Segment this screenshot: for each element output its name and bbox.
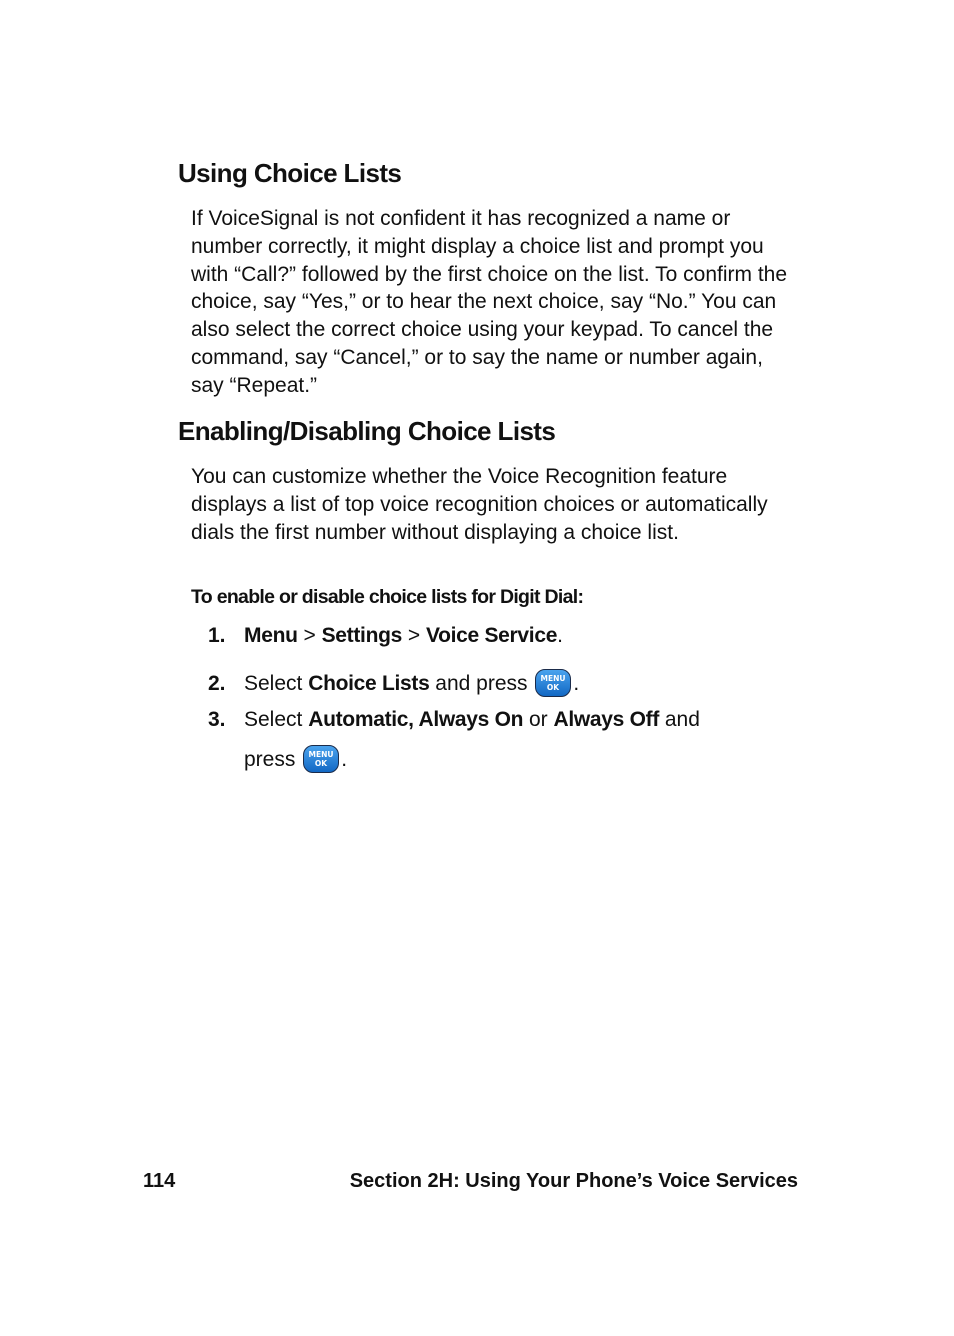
step-text: press	[244, 748, 302, 771]
section-heading-using-choice-lists: Using Choice Lists	[178, 158, 402, 188]
step-text: Select	[244, 708, 309, 731]
settings-label: Settings	[321, 624, 403, 647]
period: .	[341, 748, 348, 771]
paragraph-enabling-disabling: You can customize whether the Voice Recognition feature displays a list of top voice recognition choices or automatically dials the first number without displaying a choice list.	[191, 465, 768, 544]
step-text: or	[523, 708, 554, 731]
svg-text:OK: OK	[315, 759, 328, 768]
section-heading-enabling-disabling: Enabling/Disabling Choice Lists	[178, 416, 556, 446]
step-number: 1.	[208, 624, 226, 647]
automatic-always-on-label: Automatic, Always On	[308, 708, 524, 731]
step-number: 3.	[208, 708, 226, 731]
choice-lists-label: Choice Lists	[308, 672, 430, 695]
period: .	[573, 672, 580, 695]
paragraph-using-choice-lists: If VoiceSignal is not confident it has recognized a name or number correctly, it might display a choice list and prompt you with “Call?” followed by the first choice on the list. To confirm the choice, say “Yes,” or to hear the next choice, say “No.” You can also select the correct choice using your keypad. To cancel the command, say “Cancel,” or to say the name or number again, say “Repeat.”	[191, 207, 788, 397]
step-text: and press	[429, 672, 534, 695]
always-off-label: Always Off	[553, 708, 660, 731]
svg-text:MENU: MENU	[308, 750, 334, 759]
separator: >	[297, 624, 322, 647]
voice-service-label: Voice Service	[425, 624, 558, 647]
svg-text:MENU: MENU	[540, 674, 566, 683]
step-number: 2.	[208, 672, 226, 695]
period: .	[557, 624, 563, 647]
section-title: Section 2H: Using Your Phone’s Voice Services	[349, 1170, 798, 1192]
menu-label: Menu	[244, 624, 298, 647]
step-text: and	[659, 708, 700, 731]
procedure-lead: To enable or disable choice lists for Digit Dial:	[191, 586, 584, 608]
page-number: 114	[143, 1170, 176, 1192]
step-2	[208, 669, 579, 697]
separator: >	[402, 624, 426, 647]
menu-ok-key-icon	[303, 745, 339, 773]
step-text: Select	[244, 672, 309, 695]
step-1	[208, 624, 563, 648]
svg-text:OK: OK	[547, 683, 560, 692]
step-3-continued	[244, 745, 347, 773]
menu-ok-key-icon	[535, 669, 571, 697]
step-3	[208, 708, 700, 732]
